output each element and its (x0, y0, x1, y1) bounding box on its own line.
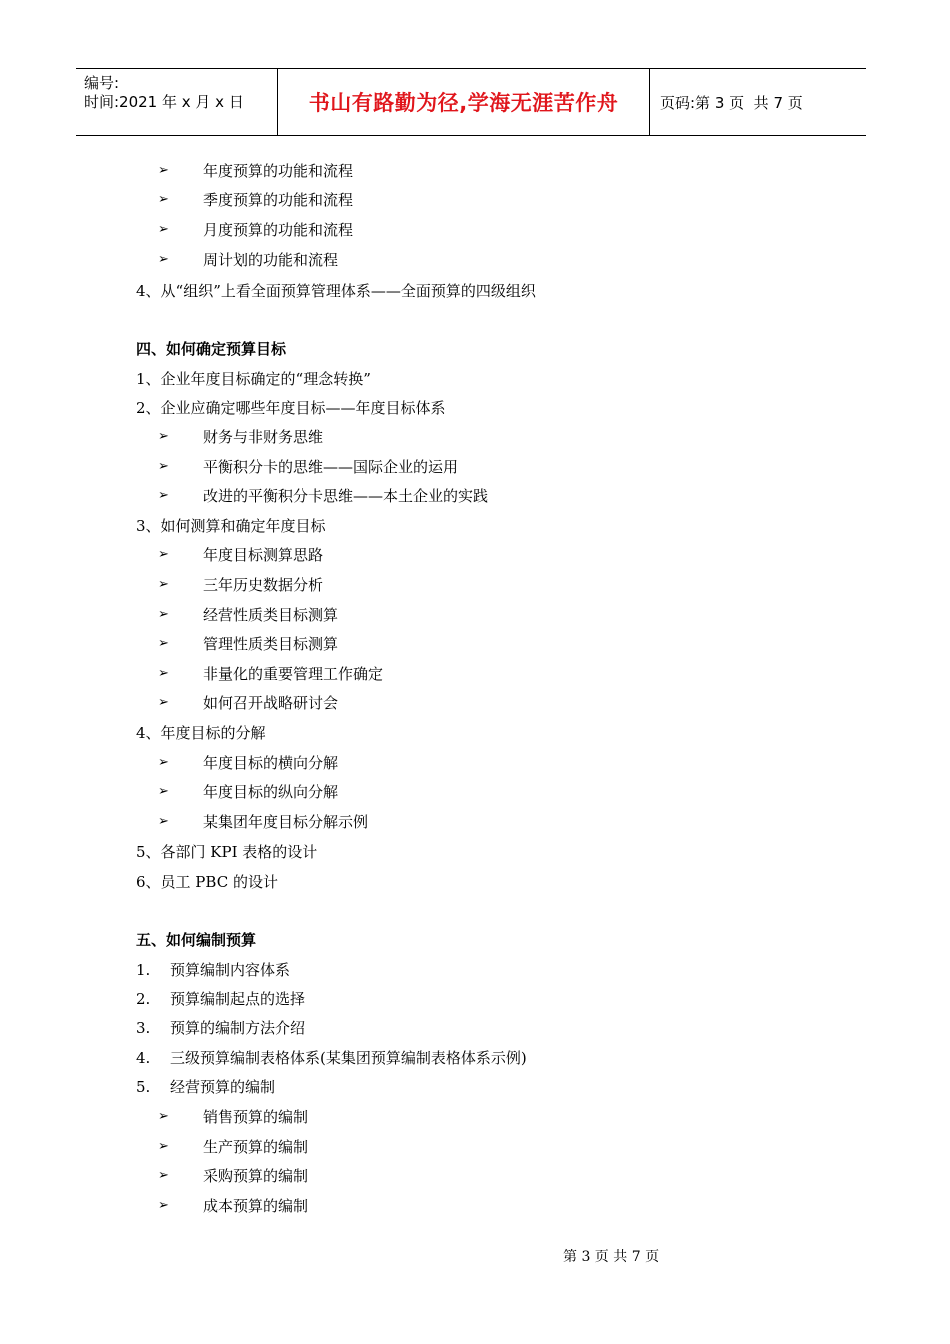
bullet-item: 年度目标的纵向分解 (203, 783, 339, 801)
page-header (76, 68, 866, 136)
bullet-icon: ➢ (158, 1168, 169, 1183)
bullet-icon: ➢ (158, 607, 169, 622)
bullet-item: 非量化的重要管理工作确定 (203, 665, 384, 683)
list-item: 预算的编制方法介绍 (170, 1019, 306, 1037)
bullet-icon: ➢ (158, 547, 169, 562)
list-item: 2、企业应确定哪些年度目标——年度目标体系 (136, 399, 446, 417)
bullet-icon: ➢ (158, 488, 169, 503)
bullet-icon: ➢ (158, 755, 169, 770)
list-item: 1、企业年度目标确定的“理念转换” (136, 370, 371, 388)
bullet-icon: ➢ (158, 695, 169, 710)
bullet-icon: ➢ (158, 636, 169, 651)
bullet-icon: ➢ (158, 784, 169, 799)
bullet-icon: ➢ (158, 1139, 169, 1154)
list-number: 1. (136, 961, 151, 979)
bullet-icon: ➢ (158, 252, 169, 267)
list-item: 预算编制内容体系 (170, 961, 291, 979)
list-item: 6、员工 PBC 的设计 (136, 873, 278, 891)
list-item: 3、如何测算和确定年度目标 (136, 517, 326, 535)
motto: 书山有路勤为径,学海无涯苦作舟 (308, 91, 619, 115)
bullet-item: 经营性质类目标测算 (203, 606, 339, 624)
bullet-item: 改进的平衡积分卡思维——本土企业的实践 (203, 487, 489, 505)
number-label: 编号: (84, 74, 120, 92)
list-item: 经营预算的编制 (170, 1078, 276, 1096)
list-item: 预算编制起点的选择 (170, 990, 306, 1008)
bullet-item: 某集团年度目标分解示例 (203, 813, 369, 831)
bullet-item: 采购预算的编制 (203, 1167, 309, 1185)
bullet-item: 季度预算的功能和流程 (203, 191, 354, 209)
bullet-icon: ➢ (158, 814, 169, 829)
list-item: 5、各部门 KPI 表格的设计 (136, 843, 318, 861)
page-footer: 第 3 页 共 7 页 (563, 1249, 660, 1265)
bullet-item: 三年历史数据分析 (203, 576, 324, 594)
bullet-item: 年度预算的功能和流程 (203, 162, 354, 180)
bullet-icon: ➢ (158, 1198, 169, 1213)
section-heading: 四、如何确定预算目标 (136, 340, 287, 358)
list-number: 5. (136, 1078, 151, 1096)
header-page-cell (650, 69, 866, 135)
header-motto-cell (278, 69, 650, 135)
list-item: 4、年度目标的分解 (136, 724, 266, 742)
page-label: 页码:第 3 页 共 7 页 (660, 93, 803, 112)
bullet-icon: ➢ (158, 666, 169, 681)
bullet-item: 管理性质类目标测算 (203, 635, 339, 653)
list-number: 4. (136, 1049, 151, 1067)
list-item: 三级预算编制表格体系(某集团预算编制表格体系示例) (170, 1049, 527, 1067)
bullet-item: 销售预算的编制 (203, 1108, 309, 1126)
bullet-item: 如何召开战略研讨会 (203, 694, 339, 712)
bullet-item: 生产预算的编制 (203, 1138, 309, 1156)
bullet-icon: ➢ (158, 192, 169, 207)
bullet-icon: ➢ (158, 1109, 169, 1124)
header-meta (76, 69, 278, 135)
bullet-icon: ➢ (158, 459, 169, 474)
bullet-item: 财务与非财务思维 (203, 428, 324, 446)
bullet-item: 平衡积分卡的思维——国际企业的运用 (203, 458, 459, 476)
bullet-item: 年度目标测算思路 (203, 546, 324, 564)
bullet-icon: ➢ (158, 429, 169, 444)
bullet-item: 月度预算的功能和流程 (203, 221, 354, 239)
bullet-item: 年度目标的横向分解 (203, 754, 339, 772)
bullet-icon: ➢ (158, 222, 169, 237)
list-item: 4、从“组织”上看全面预算管理体系——全面预算的四级组织 (136, 282, 536, 300)
bullet-item: 成本预算的编制 (203, 1197, 309, 1215)
list-number: 3. (136, 1019, 151, 1037)
date-label: 时间:2021 年 x 月 x 日 (84, 93, 244, 111)
section-heading: 五、如何编制预算 (136, 931, 257, 949)
bullet-icon: ➢ (158, 163, 169, 178)
list-number: 2. (136, 990, 151, 1008)
bullet-icon: ➢ (158, 577, 169, 592)
bullet-item: 周计划的功能和流程 (203, 251, 339, 269)
